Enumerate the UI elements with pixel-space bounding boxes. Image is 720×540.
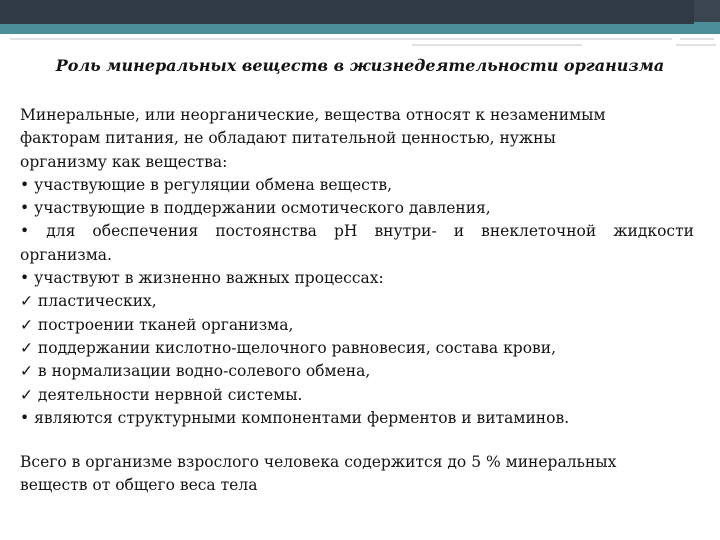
bullet-item: • являются структурными компонентами ферментов и витаминов. bbox=[20, 408, 570, 427]
intro-line: Минеральные, или неорганические, вещества относят к незаменимым bbox=[20, 106, 606, 124]
slide-title: Роль минеральных веществ в жизнедеятельности организма bbox=[55, 56, 665, 75]
summary-line: веществ от общего веса тела bbox=[20, 476, 258, 495]
bullet-item: • для обеспечения постоянства pH внутри- и внеклеточной жидкости bbox=[20, 222, 694, 241]
check-item: ✓ деятельности нервной системы. bbox=[20, 385, 303, 404]
slide-body bbox=[20, 104, 694, 498]
header-bar bbox=[0, 0, 720, 24]
check-item: ✓ построении тканей организма, bbox=[20, 315, 294, 334]
bullet-item-continuation: организма. bbox=[20, 245, 112, 264]
bullet-item: • участвующие в регуляции обмена веществ, bbox=[20, 175, 393, 194]
corner-accent-dark bbox=[694, 0, 720, 22]
check-item: ✓ пластических, bbox=[20, 292, 157, 311]
intro-line: факторам питания, не обладают питательной ценностью, нужны bbox=[20, 129, 556, 148]
divider-line bbox=[676, 44, 716, 46]
header-accent-bar bbox=[0, 24, 720, 34]
summary-line: Всего в организме взрослого человека содержится до 5 % минеральных bbox=[20, 453, 617, 472]
check-item: ✓ в нормализации водно-солевого обмена, bbox=[20, 362, 371, 381]
check-item: ✓ поддержании кислотно-щелочного равновесия, состава крови, bbox=[20, 338, 557, 357]
divider-line bbox=[680, 38, 714, 40]
bullet-item: • участвуют в жизненно важных процессах: bbox=[20, 269, 384, 288]
divider-line bbox=[10, 38, 672, 40]
bullet-item: • участвующие в поддержании осмотического давления, bbox=[20, 199, 491, 218]
intro-line: организму как вещества: bbox=[20, 152, 228, 171]
divider-line bbox=[412, 44, 582, 46]
